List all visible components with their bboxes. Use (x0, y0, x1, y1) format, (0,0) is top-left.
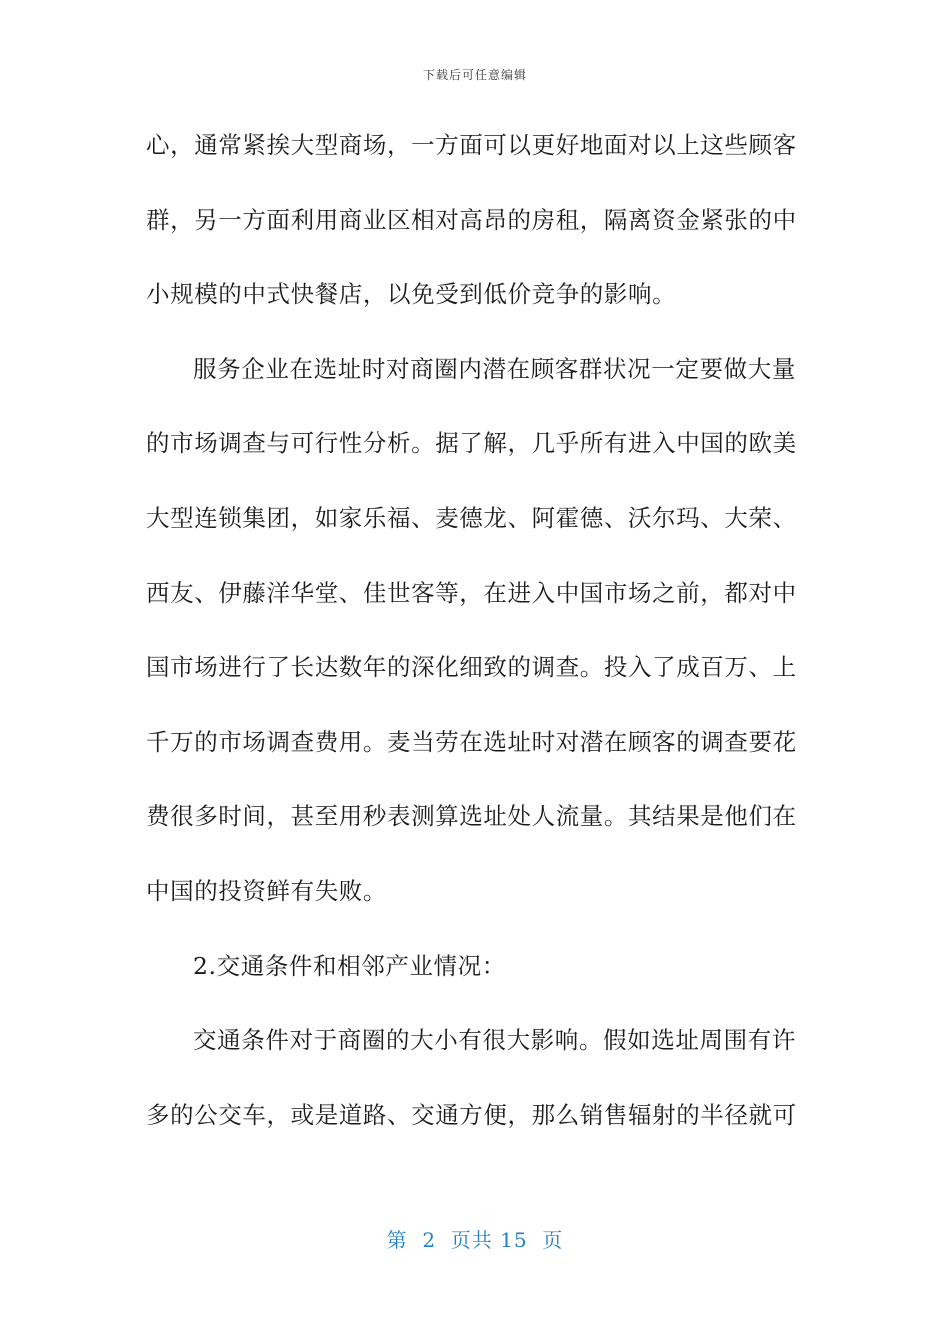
document-body (146, 122, 796, 1166)
text-line: 费很多时间，甚至用秒表测算选址处人流量。其结果是他们在 (146, 802, 797, 831)
section-heading: 2.交通条件和相邻产业情况： (193, 951, 506, 980)
text-line: 的市场调查与可行性分析。据了解，几乎所有进入中国的欧美 (146, 429, 797, 458)
text-line: 千万的市场调查费用。麦当劳在选址时对潜在顾客的调查要花 (146, 727, 797, 756)
text-line: 服务企业在选址时对商圈内潜在顾客群状况一定要做大量 (193, 354, 796, 383)
text-line: 群，另一方面利用商业区相对高昂的房租，隔离资金紧张的中 (146, 205, 797, 234)
page-header: 下载后可任意编辑 (422, 68, 527, 82)
text-line: 大型连锁集团，如家乐福、麦德龙、阿霍德、沃尔玛、大荣、 (146, 503, 797, 532)
page-number-footer: 第 2 页共 15 页 (386, 1228, 564, 1252)
text-line: 多的公交车，或是道路、交通方便，那么销售辐射的半径就可 (146, 1100, 797, 1129)
text-line: 西友、伊藤洋华堂、佳世客等，在进入中国市场之前，都对中 (146, 578, 797, 607)
text-line: 交通条件对于商圈的大小有很大影响。假如选址周围有许 (193, 1026, 796, 1055)
text-line: 国市场进行了长达数年的深化细致的调查。投入了成百万、上 (146, 653, 797, 682)
text-line: 小规模的中式快餐店，以免受到低价竞争的影响。 (146, 280, 677, 309)
text-line: 中国的投资鲜有失败。 (146, 876, 387, 905)
text-line: 心，通常紧挨大型商场，一方面可以更好地面对以上这些顾客 (146, 131, 797, 159)
